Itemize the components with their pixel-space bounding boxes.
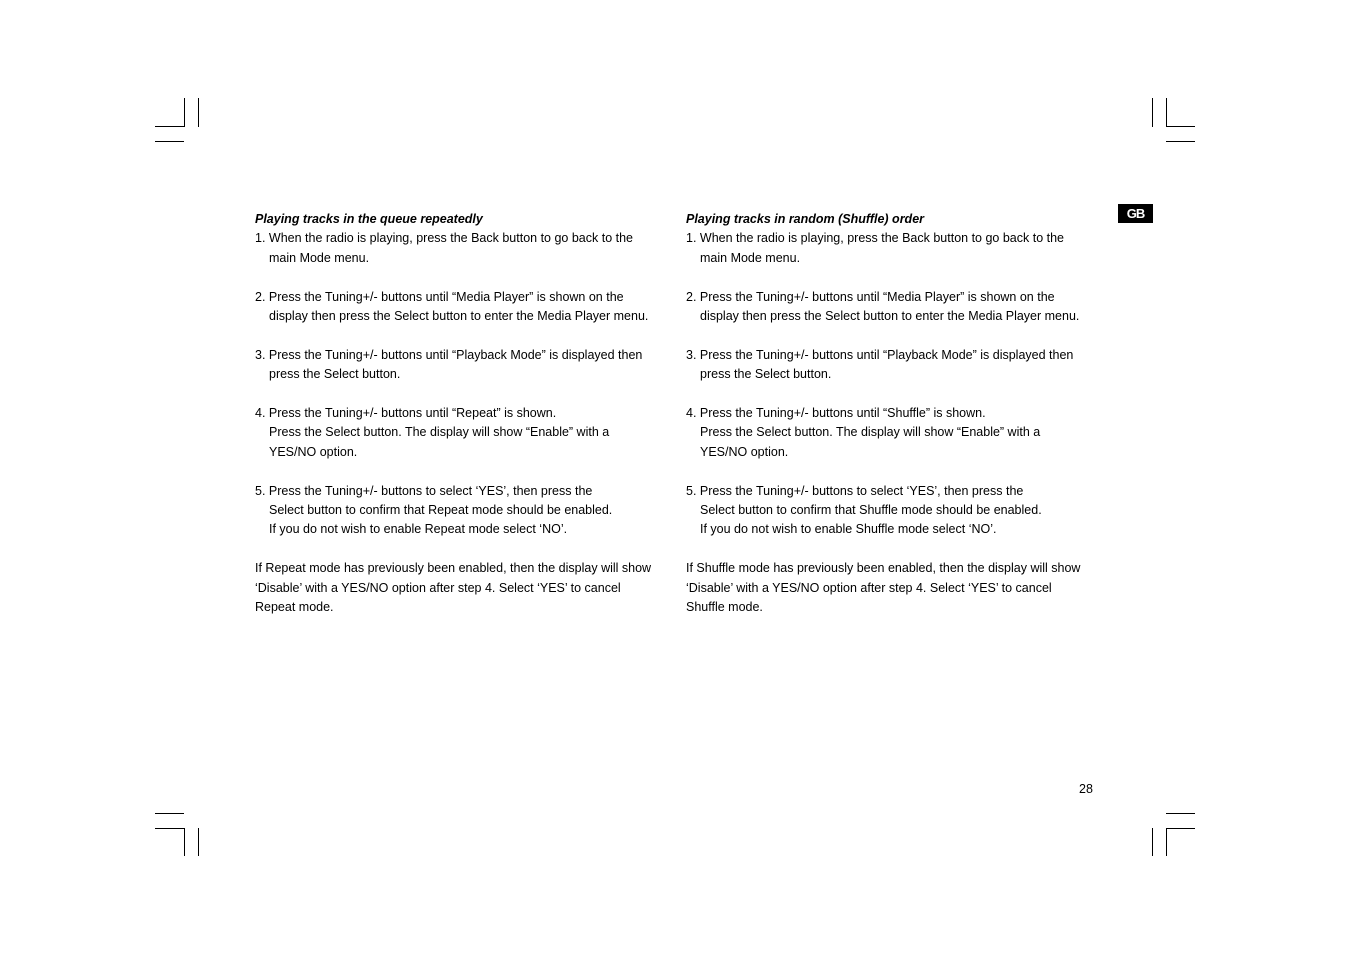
crop-mark xyxy=(1152,828,1153,856)
instruction-step xyxy=(255,229,675,268)
crop-mark xyxy=(1166,126,1195,127)
step-line: 2. Press the Tuning+/- buttons until “Media Player” is shown on the xyxy=(255,289,624,304)
instruction-step xyxy=(686,229,1106,268)
language-badge: GB xyxy=(1118,204,1153,223)
note-line: Shuffle mode. xyxy=(686,600,763,615)
step-line: If you do not wish to enable Shuffle mode select ‘NO’. xyxy=(700,522,997,537)
step-line: 4. Press the Tuning+/- buttons until “Repeat” is shown. xyxy=(255,406,557,421)
instruction-step xyxy=(686,346,1106,385)
step-line: 1. When the radio is playing, press the Back button to go back to the xyxy=(255,231,634,246)
section-heading: Playing tracks in the queue repeatedly xyxy=(255,212,483,226)
step-line: 5. Press the Tuning+/- buttons to select ‘YES’, then press the xyxy=(686,483,1024,498)
step-line: main Mode menu. xyxy=(269,250,370,265)
instruction-step xyxy=(686,288,1106,327)
step-line: press the Select button. xyxy=(269,367,401,382)
crop-mark xyxy=(1166,828,1195,829)
instruction-step xyxy=(255,482,675,540)
step-line: Select button to confirm that Repeat mode should be enabled. xyxy=(269,503,613,518)
instruction-step xyxy=(255,404,675,462)
right-column xyxy=(686,210,1106,617)
crop-mark xyxy=(155,141,184,142)
crop-mark xyxy=(198,98,199,127)
step-line: 3. Press the Tuning+/- buttons until “Playback Mode” is displayed then xyxy=(255,347,643,362)
step-line: YES/NO option. xyxy=(700,444,789,459)
step-line: Press the Select button. The display will show “Enable” with a xyxy=(269,425,610,440)
note-line: ‘Disable’ with a YES/NO option after step 4. Select ‘YES’ to cancel xyxy=(686,580,1052,595)
crop-mark xyxy=(155,828,184,829)
crop-mark xyxy=(184,828,185,856)
crop-mark xyxy=(155,813,184,814)
step-line: 2. Press the Tuning+/- buttons until “Media Player” is shown on the xyxy=(686,289,1055,304)
crop-mark xyxy=(1166,141,1195,142)
step-line: 1. When the radio is playing, press the Back button to go back to the xyxy=(686,231,1065,246)
note-line: ‘Disable’ with a YES/NO option after step 4. Select ‘YES’ to cancel xyxy=(255,580,621,595)
note-line: If Repeat mode has previously been enabled, then the display will show xyxy=(255,561,652,576)
step-line: display then press the Select button to enter the Media Player menu. xyxy=(269,309,649,324)
note-paragraph xyxy=(686,559,1106,617)
step-line: YES/NO option. xyxy=(269,444,358,459)
crop-mark xyxy=(1166,813,1195,814)
note-line: Repeat mode. xyxy=(255,600,334,615)
note-paragraph xyxy=(255,559,675,617)
crop-mark xyxy=(155,126,184,127)
step-line: Press the Select button. The display will show “Enable” with a xyxy=(700,425,1041,440)
step-line: press the Select button. xyxy=(700,367,832,382)
crop-mark xyxy=(1166,828,1167,856)
instruction-step xyxy=(686,404,1106,462)
step-line: Select button to confirm that Shuffle mode should be enabled. xyxy=(700,503,1042,518)
crop-mark xyxy=(1152,98,1153,127)
step-line: main Mode menu. xyxy=(700,250,801,265)
step-line: 3. Press the Tuning+/- buttons until “Playback Mode” is displayed then xyxy=(686,347,1074,362)
note-line: If Shuffle mode has previously been enabled, then the display will show xyxy=(686,561,1081,576)
step-line: 4. Press the Tuning+/- buttons until “Shuffle” is shown. xyxy=(686,406,986,421)
crop-mark xyxy=(1166,98,1167,127)
step-line: display then press the Select button to enter the Media Player menu. xyxy=(700,309,1080,324)
instruction-step xyxy=(686,482,1106,540)
step-line: If you do not wish to enable Repeat mode select ‘NO’. xyxy=(269,522,568,537)
instruction-step xyxy=(255,346,675,385)
page-number: 28 xyxy=(1079,782,1093,796)
instruction-step xyxy=(255,288,675,327)
crop-mark xyxy=(198,828,199,856)
left-column xyxy=(255,210,675,617)
crop-mark xyxy=(184,98,185,127)
section-heading: Playing tracks in random (Shuffle) order xyxy=(686,212,925,226)
step-line: 5. Press the Tuning+/- buttons to select ‘YES’, then press the xyxy=(255,483,593,498)
